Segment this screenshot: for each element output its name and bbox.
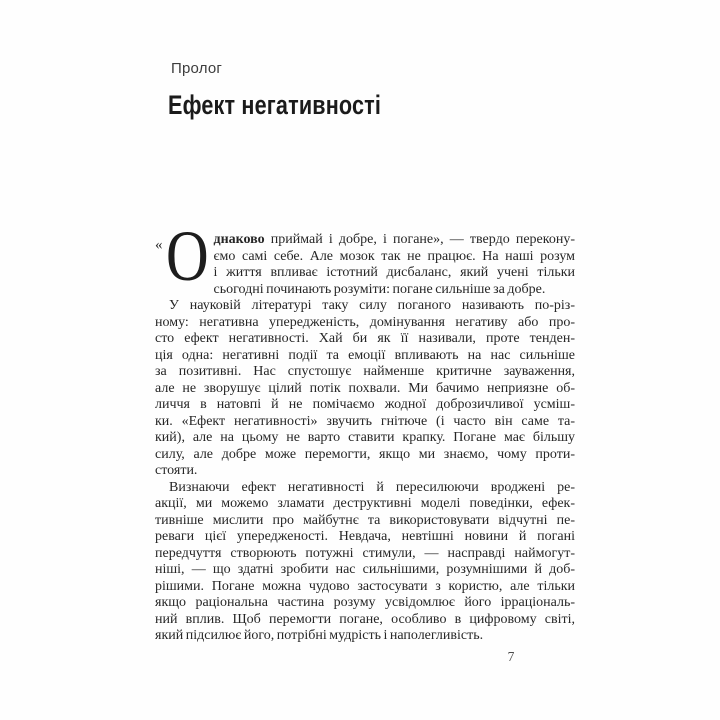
text-line: рішими. Погане можна чудово застосувати з користю, але тільки (155, 578, 575, 594)
text-line: реваги цієї упередженості. Невдача, невтішні новини й погані (155, 529, 575, 544)
drop-cap (155, 216, 209, 296)
text-line: сто ефект негативності. Хай би як її називали, проте тенден- (155, 331, 575, 346)
text-line: тивніше мислити про майбутнє та використовувати відчутні пе- (155, 512, 575, 528)
text-line: але не зворушує цілий потік похвали. Ми бачимо неприязне об- (155, 380, 575, 396)
text-line: ний вплив. Щоб перемогти погане, особливо в цифровому світі, (155, 611, 575, 627)
text-line: У науковій літературі таку силу поганого називають по-різ- (169, 298, 575, 313)
text-line: ки. «Ефект негативності» звучить гнітюче (і часто він саме та- (155, 413, 575, 429)
text-line: стояти. (155, 463, 198, 478)
chapter-title: Ефект негативності (168, 90, 382, 120)
body-text (155, 216, 575, 645)
text-line: кий), але на цьому не варто ставити крапку. Погане має більшу (155, 430, 575, 445)
text-line: ному: негативна упередженість, домінування негативу або про- (155, 314, 575, 330)
paragraph-2 (155, 298, 575, 480)
chapter-kicker: Пролог (171, 60, 223, 77)
lead-bold-word: днаково (213, 232, 265, 247)
text-line: і життя впливає істотний дисбаланс, який учені тільки (213, 265, 575, 280)
text-line: ція одна: негативні події та емоції впливають на нас сильніше (155, 347, 575, 363)
text-line-rest: приймай і добре, і погане», — твердо перекону- (264, 232, 575, 247)
text-line: акції, ми можемо зламати деструктивні моделі поведінки, ефек- (155, 496, 575, 511)
text-line: сьогодні починають розуміти: погане сильніше за добре. (213, 281, 546, 297)
open-quote-mark: « (155, 237, 163, 253)
drop-cap-letter: О (165, 216, 209, 296)
text-line: за позитивні. Нас спустошує найменше критичне зауваження, (155, 364, 575, 379)
text-line: ємо самі себе. Але мозок так не працює. На наші розум (213, 248, 575, 264)
text-line: силу, але добре може перемогти, якщо ми знаємо, чому проти- (155, 446, 575, 462)
text-line: який підсилює його, потрібні мудрість і наполегливість. (155, 628, 484, 643)
text-line: передчуття створюють потужні стимули, — насправді наймогут- (155, 545, 575, 561)
text-line: личчя в натовпі й не помічаємо жодної доброзичливої усміш- (155, 397, 575, 412)
text-line: ніші, — що здатні зробити нас сильнішими, розумнішими й доб- (155, 562, 575, 577)
paragraph-3 (155, 480, 575, 645)
text-line: Визнаючи ефект негативності й пересилюючи вроджені ре- (169, 479, 575, 495)
text-line: якщо раціональна частина розуму усвідомлює його ірраціональ- (155, 595, 575, 610)
text-line (155, 232, 575, 249)
page-number: 7 (507, 649, 515, 664)
paragraph-1 (155, 216, 575, 298)
